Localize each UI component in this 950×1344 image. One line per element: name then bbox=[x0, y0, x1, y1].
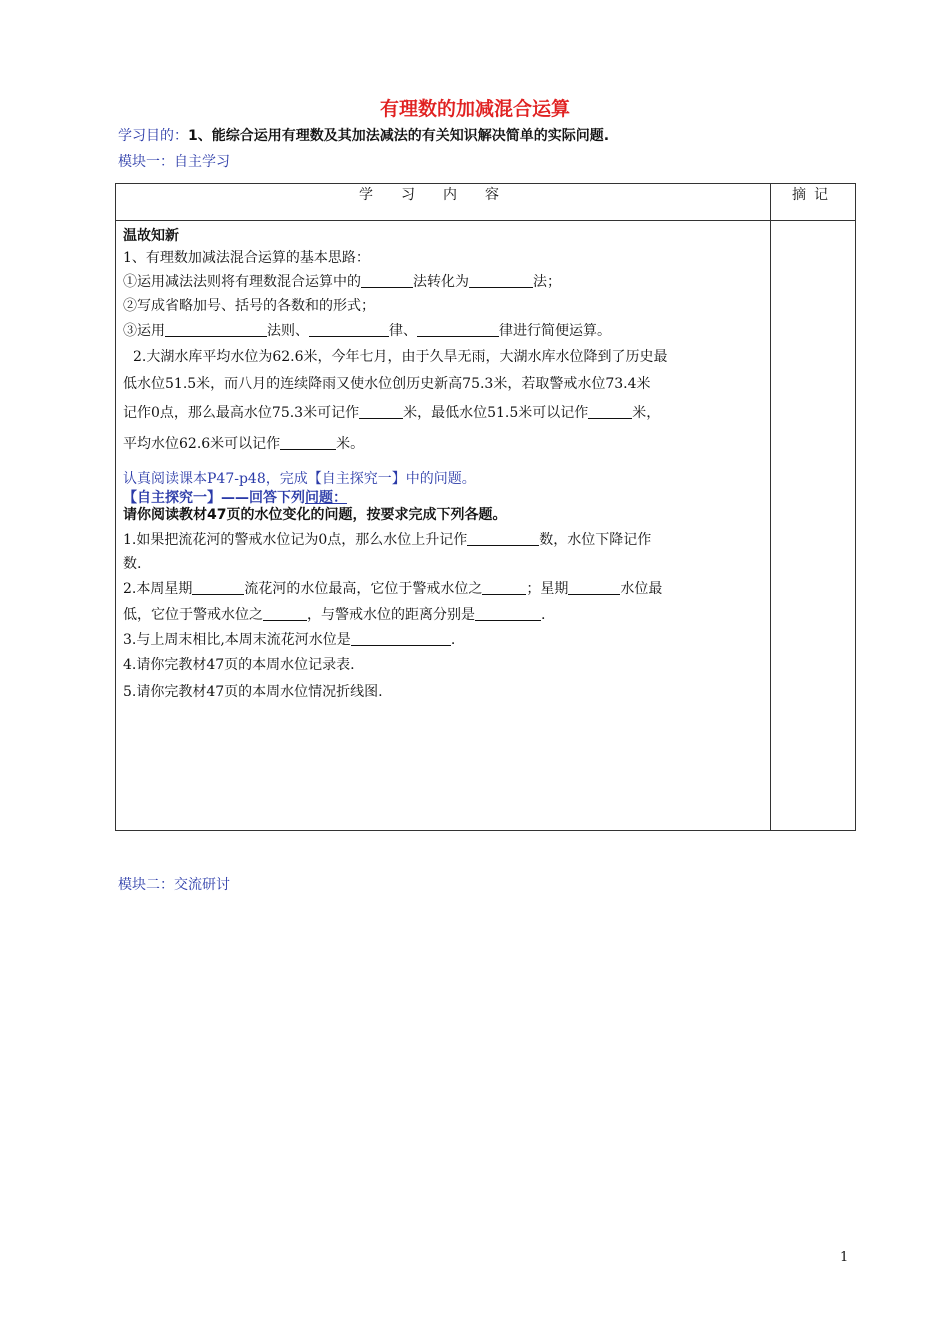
blank[interactable] bbox=[351, 631, 451, 646]
blank[interactable] bbox=[588, 404, 632, 419]
question-1-cont: 数. bbox=[123, 556, 142, 572]
explore-instruction: 请你阅读教材47页的水位变化的问题，按要求完成下列各题。 bbox=[123, 507, 507, 523]
review-heading: 温故知新 bbox=[123, 228, 179, 244]
blank[interactable] bbox=[192, 580, 244, 595]
module-one-heading: 模块一：自主学习 bbox=[118, 154, 230, 170]
study-content-cell bbox=[123, 220, 767, 706]
blank[interactable] bbox=[263, 606, 307, 621]
question-3: 3.与上周末相比,本周末流花河水位是 . bbox=[123, 632, 456, 648]
review-step-3: ③运用 法则、 律、 律进行简便运算。 bbox=[123, 323, 611, 339]
header-study-content: 学习内容 bbox=[359, 187, 527, 203]
review-item-1: 1、有理数加减法混合运算的基本思路： bbox=[123, 250, 370, 266]
blank[interactable] bbox=[482, 580, 526, 595]
blank[interactable] bbox=[469, 273, 533, 288]
module-two-heading: 模块二：交流研讨 bbox=[118, 877, 230, 893]
problem-2-line-4: 平均水位62.6米可以记作 米。 bbox=[123, 436, 365, 452]
question-4: 4.请你完教材47页的本周水位记录表. bbox=[123, 657, 355, 673]
blank[interactable] bbox=[359, 404, 403, 419]
blank[interactable] bbox=[475, 606, 541, 621]
explore-heading: 【自主探究一】——回答下列问题： bbox=[123, 490, 347, 506]
review-step-2: ②写成省略加号、括号的各数和的形式； bbox=[123, 298, 375, 314]
blank[interactable] bbox=[361, 273, 413, 288]
question-2-cont: 低，它位于警戒水位之 ，与警戒水位的距离分别是 . bbox=[123, 607, 546, 623]
blank[interactable] bbox=[568, 580, 620, 595]
question-5: 5.请你完教材47页的本周水位情况折线图. bbox=[123, 684, 383, 700]
blank[interactable] bbox=[417, 322, 499, 337]
blank[interactable] bbox=[467, 531, 539, 546]
learning-goal bbox=[118, 125, 609, 145]
goal-label: 学习目的： bbox=[118, 128, 188, 144]
study-table bbox=[115, 183, 856, 831]
blank[interactable] bbox=[309, 322, 389, 337]
page-number: 1 bbox=[840, 1250, 849, 1265]
blank[interactable] bbox=[280, 435, 336, 450]
problem-2-line-2: 低水位51.5米，而八月的连续降雨又使水位创历史新高75.3米，若取警戒水位73.4米 bbox=[123, 376, 651, 392]
reading-instruction: 认真阅读课本P47-p48，完成【自主探究一】中的问题。 bbox=[123, 471, 476, 487]
question-2: 2.本周星期 流花河的水位最高，它位于警戒水位之 ；星期 水位最 bbox=[123, 581, 663, 597]
question-1: 1.如果把流花河的警戒水位记为0点，那么水位上升记作 数，水位下降记作 bbox=[123, 532, 652, 548]
column-divider bbox=[770, 184, 771, 830]
blank[interactable] bbox=[165, 322, 267, 337]
problem-2-line-1: 2.大湖水库平均水位为62.6米，今年七月，由于久旱无雨，大湖水库水位降到了历史最 bbox=[133, 349, 668, 365]
problem-2-line-3: 记作0点，那么最高水位75.3米可记作 米，最低水位51.5米可以记作 米， bbox=[123, 405, 661, 421]
header-notes: 摘记 bbox=[792, 187, 836, 203]
review-step-1: ①运用减法法则将有理数混合运算中的 法转化为 法； bbox=[123, 274, 561, 290]
goal-text: 1、能综合运用有理数及其加法减法的有关知识解决简单的实际问题. bbox=[188, 128, 610, 144]
page-title: 有理数的加减混合运算 bbox=[379, 98, 570, 120]
